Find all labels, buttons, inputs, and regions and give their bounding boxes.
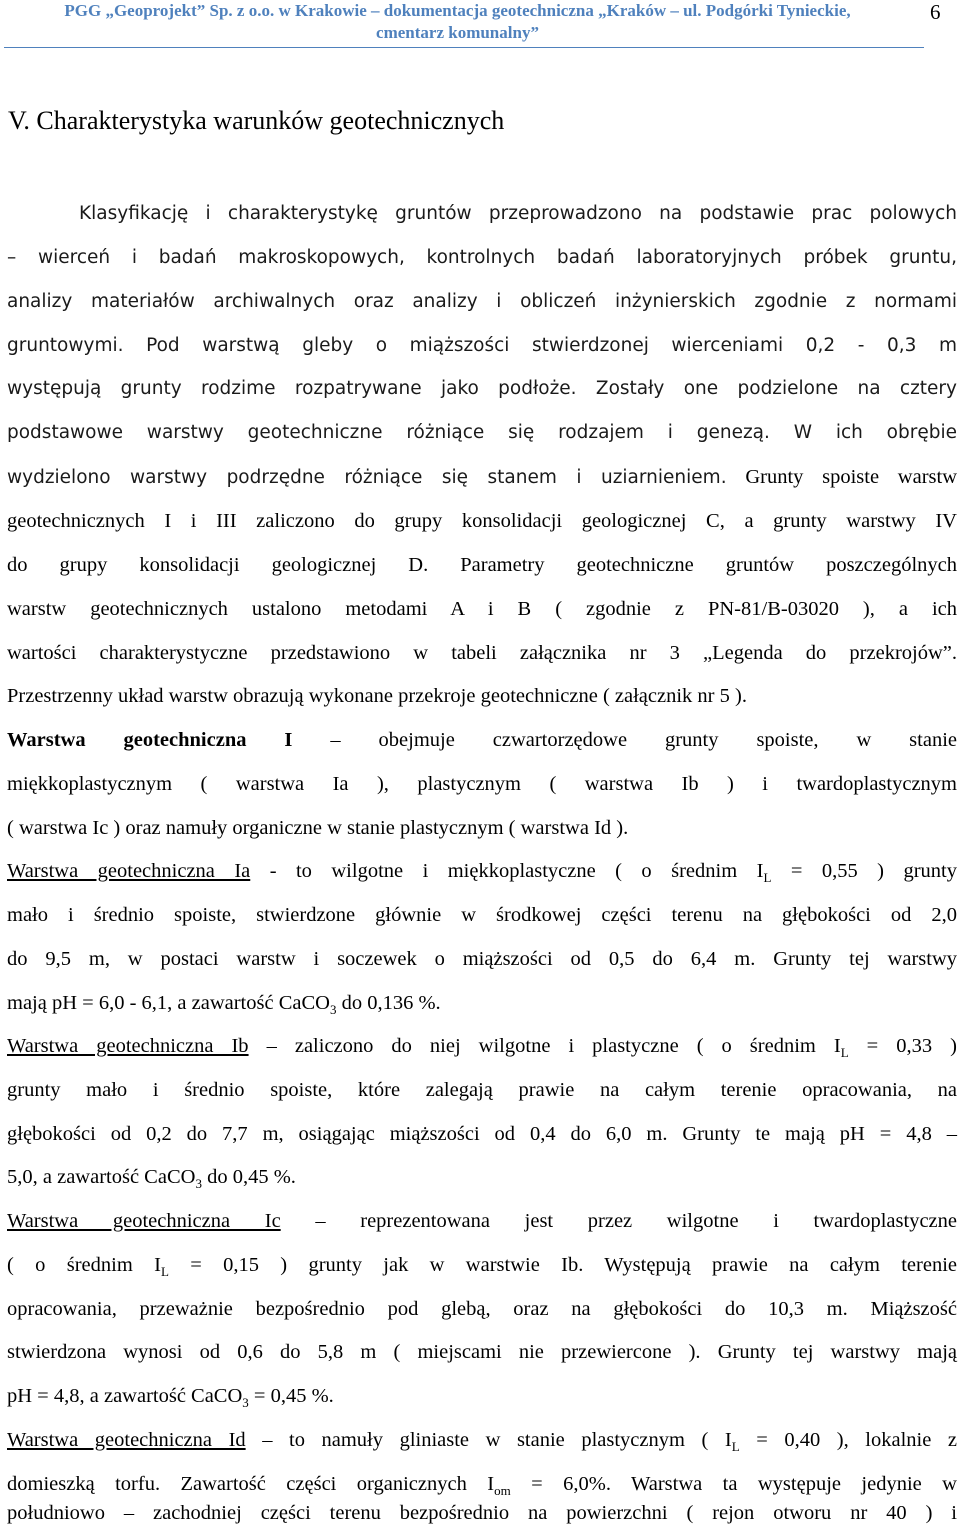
intro-line: analizy materiałów archiwalnych oraz analizy i obliczeń inżynierskich zgodnie z normami: [7, 291, 957, 312]
layer-Ic-heading: Warstwa geotechniczna Ic: [7, 1210, 281, 1232]
page-number: 6: [930, 0, 941, 24]
intro-line: do grupy konsolidacji geologicznej D. Parametry geotechniczne gruntów poszczególnych: [7, 554, 957, 576]
layer-Ib-heading: Warstwa geotechniczna Ib: [7, 1035, 249, 1057]
intro-line: podstawowe warstwy geotechniczne różniące się rodzajem i genezą. W ich obrębie: [7, 422, 957, 443]
layer-Ia-line: mało i średnio spoiste, stwierdzone głównie w środkowej części terenu na głębokości od 2,0: [7, 904, 957, 926]
intro-line: geotechnicznych I i III zaliczono do grupy konsolidacji geologicznej C, a grunty warstwy IV: [7, 510, 957, 532]
intro-line: wydzielono warstwy podrzędne różniące się stanem i uziarnieniem. Grunty spoiste warstw: [7, 466, 957, 488]
layer-Ib-line: głębokości od 0,2 do 7,7 m, osiągając miąższości od 0,4 do 6,0 m. Grunty te mają pH = 4,8 –: [7, 1123, 957, 1145]
intro-line: występują grunty rodzime rozpatrywane jako podłoże. Zostały one podzielone na cztery: [7, 378, 957, 399]
layer-Id-line: domieszką torfu. Zawartość części organicznych $I_{om} = 6,0\%$. Warstwa ta występuje jedynie w: [7, 1473, 957, 1499]
header-divider: [4, 47, 924, 48]
layer-Id-heading: Warstwa geotechniczna Id: [7, 1429, 246, 1451]
intro-line: wartości charakterystyczne przedstawiono w tabeli załącznika nr 3 „Legenda do przekrojów”.: [7, 642, 957, 664]
intro-line: Klasyfikację i charakterystykę gruntów przeprowadzono na podstawie prac polowych: [79, 203, 957, 224]
layer-Ia-line: mają pH = 6,0 - 6,1, a zawartość CaCO$_3$ do 0,136 %.: [7, 992, 441, 1018]
section-title: V. Charakterystyka warunków geotechnicznych: [8, 106, 505, 135]
layer-Ib-line: grunty mało i średnio spoiste, które zalegają prawie na całym terenie opracowania, na: [7, 1079, 957, 1101]
page-header: [0, 0, 960, 48]
layer-I-line: miękkoplastycznym ( warstwa Ia ), plastycznym ( warstwa Ib ) i twardoplastycznym: [7, 773, 957, 795]
layer-Ic-line: Warstwa geotechniczna Ic – reprezentowana jest przez wilgotne i twardoplastyczne: [7, 1210, 957, 1232]
layer-I-line: Warstwa geotechniczna I – obejmuje czwartorzędowe grunty spoiste, w stanie: [7, 729, 957, 751]
layer-Ia-line: do 9,5 m, w postaci warstw i soczewek o miąższości od 0,5 do 6,4 m. Grunty tej warstwy: [7, 948, 957, 970]
layer-Ic-line: stwierdzona wynosi od 0,6 do 5,8 m ( miejscami nie przewiercone ). Grunty tej warstwy mają: [7, 1341, 957, 1363]
intro-line: gruntowymi. Pod warstwą gleby o miąższości stwierdzonej wierceniami 0,2 - 0,3 m: [7, 335, 957, 356]
header-title-line-2: cmentarz komunalny”: [376, 23, 539, 42]
layer-Ia-heading: Warstwa geotechniczna Ia: [7, 860, 251, 882]
layer-I-heading: Warstwa geotechniczna I: [7, 729, 293, 751]
layer-Ib-line: Warstwa geotechniczna Ib – zaliczono do niej wilgotne i plastyczne ( o średnim $I_L = 0,33$ ): [7, 1035, 957, 1061]
layer-Ia-line: Warstwa geotechniczna Ia - to wilgotne i miękkoplastyczne ( o średnim $I_L = 0,55$ ) grunty: [7, 860, 957, 886]
layer-Id-line: południowo – zachodniej części terenu bezpośrednio na powierzchni ( rejon otworu nr 40 ) i: [7, 1502, 957, 1524]
intro-line: Przestrzenny układ warstw obrazują wykonane przekroje geotechniczne ( załącznik nr 5 ).: [7, 685, 747, 707]
layer-Ic-line: opracowania, przeważnie bezpośrednio pod glebą, oraz na głębokości do 10,3 m. Miąższość: [7, 1298, 957, 1320]
layer-I-line: ( warstwa Ic ) oraz namuły organiczne w stanie plastycznym ( warstwa Id ).: [7, 817, 629, 839]
layer-Id-line: Warstwa geotechniczna Id – to namuły gliniaste w stanie plastycznym ( $I_L = 0,40$ ), lokalnie z: [7, 1429, 957, 1455]
intro-line: – wierceń i badań makroskopowych, kontrolnych badań laboratoryjnych próbek gruntu,: [7, 247, 957, 268]
layer-Ic-line: ( o średnim $I_L = 0,15$ ) grunty jak w warstwie Ib. Występują prawie na całym terenie: [7, 1254, 957, 1280]
layer-Ib-line: 5,0, a zawartość CaCO$_3$ do 0,45 %.: [7, 1166, 296, 1192]
layer-Ic-line: pH = 4,8, a zawartość CaCO$_3$ = 0,45 %.: [7, 1385, 334, 1411]
intro-line: warstw geotechnicznych ustalono metodami A i B ( zgodnie z PN-81/B-03020 ), a ich: [7, 598, 957, 620]
header-title-line-1: PGG „Geoprojekt” Sp. z o.o. w Krakowie – dokumentacja geotechniczna „Kraków – ul. Podgórki Tynieckie,: [64, 1, 851, 20]
